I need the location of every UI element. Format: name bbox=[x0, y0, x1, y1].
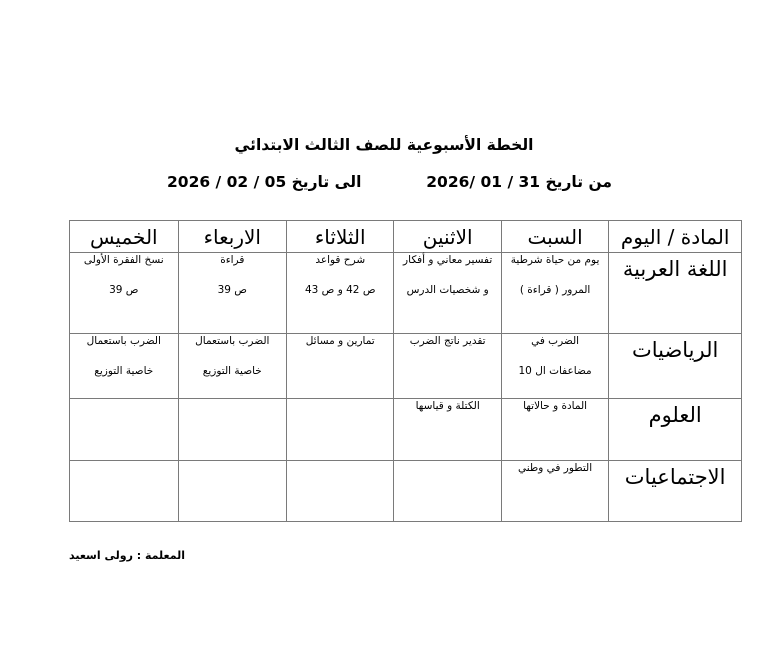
cell-line: ص 42 و ص 43 bbox=[304, 284, 376, 296]
table-cell bbox=[501, 253, 608, 334]
cell-line: الضرب باستعمال bbox=[86, 335, 161, 347]
table-row bbox=[70, 461, 742, 522]
date-to: الى تاريخ 05 / 02 / 2026 bbox=[167, 173, 362, 191]
table-cell bbox=[501, 334, 608, 399]
cell-line: تفسير معاني و أفكار bbox=[403, 254, 493, 266]
table-cell bbox=[501, 461, 608, 522]
cell-line: يوم من حياة شرطية bbox=[510, 254, 600, 266]
teacher-name: المعلمة : رولى اسعيد bbox=[69, 549, 185, 562]
cell-line: خاصية التوزيع bbox=[94, 365, 154, 377]
table-row bbox=[70, 334, 742, 399]
table-cell bbox=[394, 253, 501, 334]
table-cell bbox=[178, 461, 286, 522]
table-cell bbox=[178, 334, 286, 399]
header-wednesday: الاربعاء bbox=[178, 221, 286, 253]
cell-line: ص 39 bbox=[217, 284, 247, 296]
subject-cell bbox=[609, 253, 742, 334]
subject-cell bbox=[609, 461, 742, 522]
cell-line: قراءة bbox=[220, 254, 245, 266]
header-subject-day: المادة / اليوم bbox=[609, 221, 742, 253]
table-row bbox=[70, 253, 742, 334]
table-cell bbox=[394, 334, 501, 399]
subject-label: الاجتماعيات bbox=[624, 465, 726, 489]
table-cell bbox=[287, 334, 394, 399]
subject-label: اللغة العربية bbox=[622, 257, 728, 281]
cell-line: تقدير ناتج الضرب bbox=[409, 335, 486, 347]
cell-line: المادة و حالاتها bbox=[523, 400, 588, 412]
subject-label: الرياضيات bbox=[631, 338, 719, 362]
header-monday: الاثنين bbox=[394, 221, 501, 253]
cell-line: تمارين و مسائل bbox=[305, 335, 375, 347]
cell-line: المرور ( قراءة ) bbox=[519, 284, 591, 296]
date-from: من تاريخ 31 / 01 /2026 bbox=[426, 173, 612, 191]
table-cell bbox=[287, 253, 394, 334]
cell-line: التطور في وطني bbox=[517, 462, 593, 474]
cell-line: الكتلة و قياسها bbox=[415, 400, 480, 412]
table-cell bbox=[70, 334, 179, 399]
table-cell bbox=[287, 399, 394, 461]
table-cell bbox=[287, 461, 394, 522]
cell-line: خاصية التوزيع bbox=[202, 365, 262, 377]
table-cell bbox=[178, 253, 286, 334]
table-cell bbox=[70, 399, 179, 461]
header-row bbox=[70, 221, 742, 253]
cell-line: مضاعفات ال 10 bbox=[518, 365, 592, 377]
table-cell bbox=[178, 399, 286, 461]
document-title: الخطة الأسبوعية للصف الثالث الابتدائي bbox=[234, 136, 534, 154]
table-cell bbox=[394, 461, 501, 522]
header-tuesday: الثلاثاء bbox=[287, 221, 394, 253]
date-range bbox=[167, 173, 612, 199]
cell-line: الضرب في bbox=[531, 335, 580, 347]
subject-cell bbox=[609, 399, 742, 461]
cell-line: ص 39 bbox=[109, 284, 139, 296]
cell-line: نسخ الفقرة الأولى bbox=[83, 254, 164, 266]
weekly-plan-table bbox=[69, 220, 742, 522]
table-row bbox=[70, 399, 742, 461]
subject-cell bbox=[609, 334, 742, 399]
cell-line: الضرب باستعمال bbox=[195, 335, 270, 347]
header-thursday: الخميس bbox=[70, 221, 179, 253]
cell-line: شرح قواعد bbox=[315, 254, 366, 266]
table-cell bbox=[501, 399, 608, 461]
cell-line: و شخصيات الدرس bbox=[406, 284, 489, 296]
table-cell bbox=[70, 253, 179, 334]
table-cell bbox=[394, 399, 501, 461]
table-cell bbox=[70, 461, 179, 522]
header-saturday: السبت bbox=[501, 221, 608, 253]
subject-label: العلوم bbox=[648, 403, 702, 427]
